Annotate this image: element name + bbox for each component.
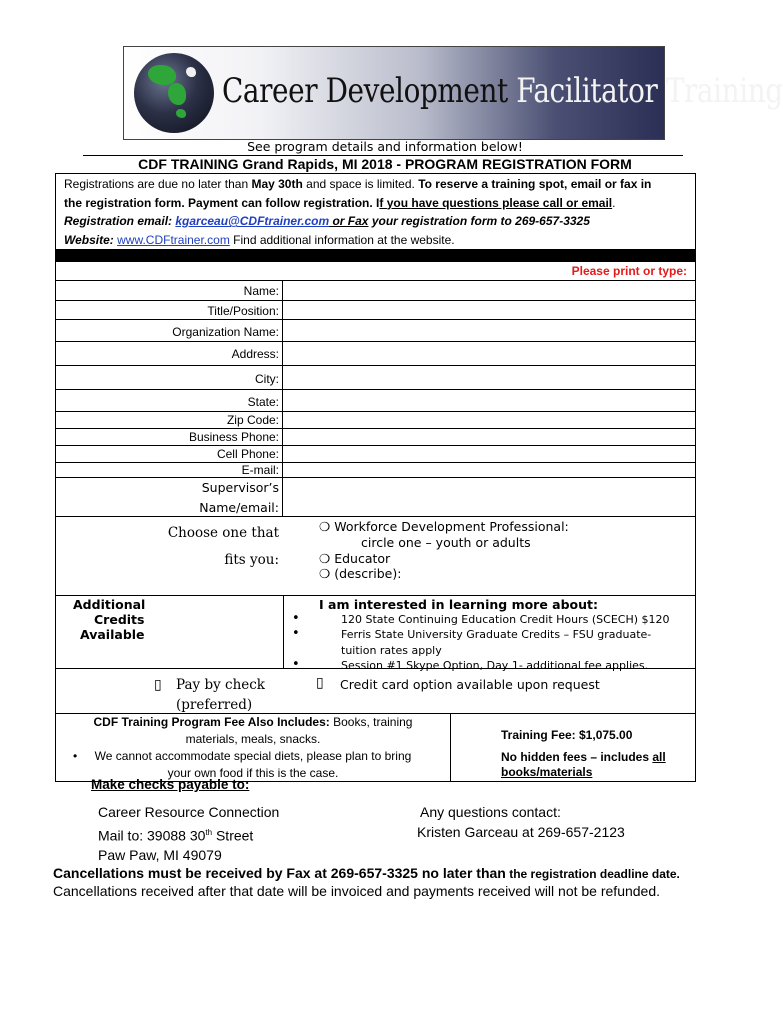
supervisor-row: Supervisor’s Name/email: — [56, 477, 695, 516]
title-row: Title/Position: — [56, 300, 695, 319]
cancellation-policy: Cancellations must be received by Fax at 269-657-3325 no later than the registration deadline date. Cancellations received after that date will be invoiced and payments received will not be refunded. — [53, 865, 680, 899]
option-educator[interactable]: ❍ Educator — [319, 550, 391, 566]
organization-row: Organization Name: — [56, 319, 695, 341]
contact-info: Any questions contact: Kristen Garceau at 269-657-2123 — [417, 804, 625, 840]
website-link[interactable]: www.CDFtrainer.com — [117, 232, 230, 247]
state-input[interactable] — [282, 390, 695, 411]
radio-circle-icon[interactable]: ❍ — [319, 566, 331, 582]
form-title: CDF TRAINING Grand Rapids, MI 2018 - PROGRAM REGISTRATION FORM — [138, 156, 632, 172]
banner-title: Career Development Facilitator Training — [222, 71, 783, 111]
credits-row: Additional Credits Available I am interested in learning more about: • 120 State Continuing Education Credit Hours (SCECH) $120 • Ferris State University Graduate Credits – FSU graduate- tuition rates apply • Session #1 Skype Option, Day 1- additional fee applies. — [56, 595, 695, 668]
business-phone-input[interactable] — [282, 429, 695, 445]
name-row: Name: — [56, 280, 695, 300]
credit-card-option: Credit card option available upon request — [340, 677, 600, 692]
fee-row: CDF Training Program Fee Also Includes: Books, training materials, meals, snacks. • We cannot accommodate special diets, please plan to bring your own food if this is the case. Training Fee: $1,075.00 No hidden fees – includes all books/materials — [56, 713, 695, 781]
city-row: City: — [56, 365, 695, 389]
globe-icon — [134, 53, 214, 133]
organization-input[interactable] — [282, 320, 695, 341]
print-note: Please print or type: — [571, 264, 687, 278]
email-link[interactable]: kgarceau@CDFtrainer.com — [175, 214, 330, 228]
address-row: Address: — [56, 341, 695, 365]
credit-option-fsu[interactable]: • Ferris State University Graduate Credits – FSU graduate- — [284, 627, 695, 642]
city-input[interactable] — [282, 366, 695, 389]
mailing-address: Career Resource Connection Mail to: 39088 30th Street Paw Paw, MI 49079 — [98, 804, 280, 863]
checkbox-icon[interactable]: ▯ — [154, 676, 162, 692]
registration-info: Registrations are due no later than May 30th and space is limited. To reserve a training spot, email or fax in the registration form. Payment can follow registration. If you have questions please call or email. Registration email: kgarceau@CDFtrainer.com or Fax your registration form to 269-657-3325 Website: www.CDFtrainer.com Find additional information at the website. — [64, 177, 652, 247]
cell-phone-row: Cell Phone: — [56, 445, 695, 462]
pay-by-check-option: Pay by check (preferred) — [176, 677, 265, 713]
radio-circle-icon[interactable]: ❍ — [319, 550, 331, 566]
training-fee: Training Fee: $1,075.00 — [501, 728, 633, 742]
option-workforce[interactable]: ❍ Workforce Development Professional: — [319, 519, 569, 534]
role-row: Choose one that fits you: ❍ Workforce Development Professional: circle one – youth or adults ❍ Educator ❍ (describe): — [56, 516, 695, 595]
payment-row — [56, 668, 695, 713]
radio-circle-icon[interactable]: ❍ — [319, 519, 331, 534]
zip-row: Zip Code: — [56, 411, 695, 428]
email-row: E-mail: — [56, 462, 695, 477]
checkbox-icon[interactable]: ▯ — [316, 674, 324, 690]
option-describe[interactable]: ❍ (describe): — [319, 566, 402, 582]
title-input[interactable] — [282, 301, 695, 319]
checks-heading: Make checks payable to: — [91, 777, 250, 792]
cell-phone-input[interactable] — [282, 446, 695, 462]
header-banner — [123, 46, 783, 140]
subtitle: See program details and information below! — [247, 139, 523, 154]
name-input[interactable] — [282, 281, 695, 300]
credit-option-skype[interactable]: • Session #1 Skype Option, Day 1- additional fee applies. — [284, 658, 695, 673]
registration-form — [55, 173, 696, 782]
hidden-fees-note: No hidden fees – includes all books/materials — [501, 750, 666, 779]
bullet-icon: • — [73, 749, 78, 763]
supervisor-input[interactable] — [282, 478, 695, 516]
business-phone-row: Business Phone: — [56, 428, 695, 445]
address-input[interactable] — [282, 342, 695, 365]
credit-option-scech[interactable]: • 120 State Continuing Education Credit Hours (SCECH) $120 — [284, 612, 695, 627]
zip-input[interactable] — [282, 412, 695, 428]
email-input[interactable] — [282, 463, 695, 477]
state-row: State: — [56, 389, 695, 411]
black-bar — [56, 249, 695, 262]
